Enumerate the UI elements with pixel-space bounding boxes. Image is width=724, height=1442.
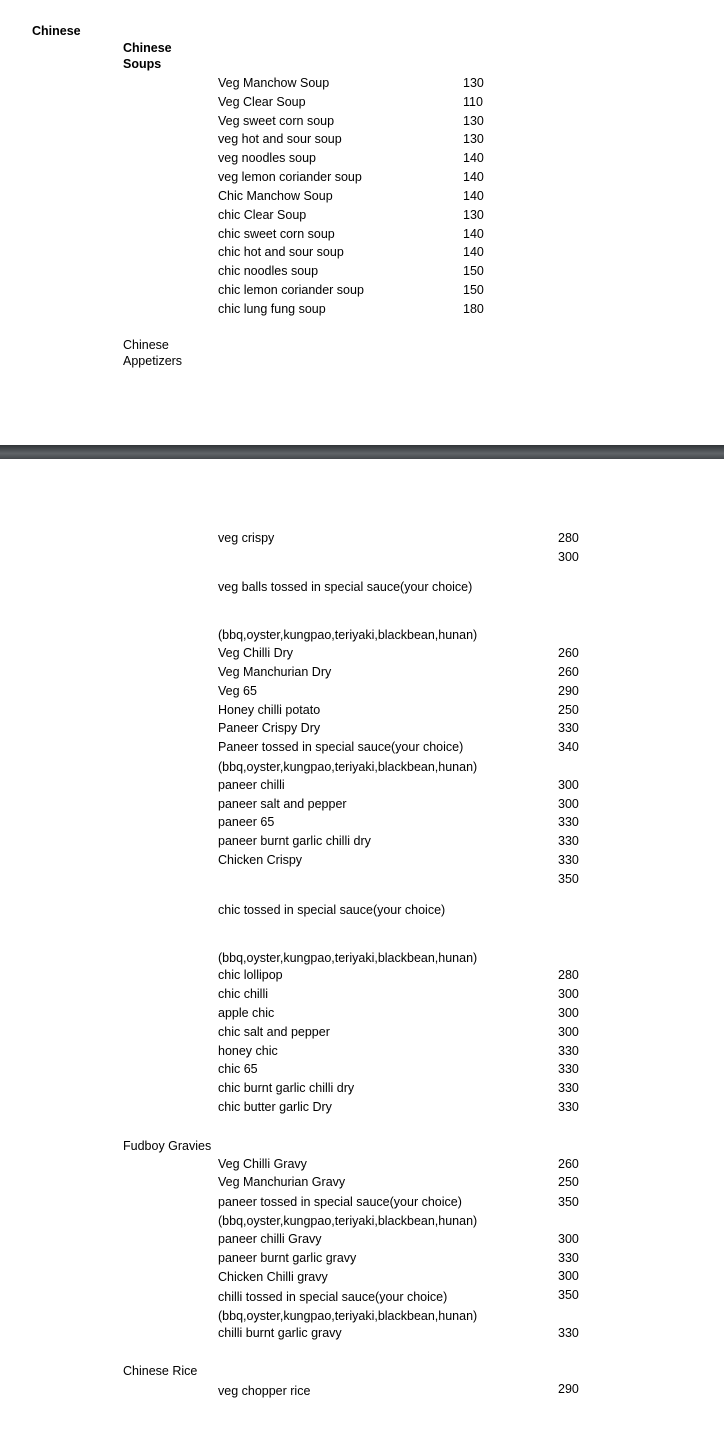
- menu-item-price: 180: [463, 302, 484, 316]
- menu-item-price: 300: [558, 778, 579, 792]
- menu-item-price: 140: [463, 245, 484, 259]
- menu-item-price: 330: [558, 721, 579, 735]
- menu-item-price: 130: [463, 114, 484, 128]
- menu-item-name: paneer burnt garlic gravy: [218, 1251, 357, 1265]
- menu-item-price: 130: [463, 76, 484, 90]
- menu-item-name: chic tossed in special sauce(your choice): [218, 903, 446, 917]
- menu-item-price: 330: [558, 1326, 579, 1340]
- menu-item-price: 350: [558, 872, 579, 886]
- menu-item-name: Veg Manchurian Gravy: [218, 1175, 346, 1189]
- menu-item-name: Veg 65: [218, 684, 257, 698]
- menu-item-name: chilli tossed in special sauce(your choice): [218, 1290, 448, 1304]
- menu-item-price: 140: [463, 151, 484, 165]
- menu-item-price: 280: [558, 531, 579, 545]
- menu-item-name: Veg Manchow Soup: [218, 76, 330, 90]
- menu-item-note: (bbq,oyster,kungpao,teriyaki,blackbean,hunan): [218, 760, 478, 774]
- menu-item-price: 140: [463, 227, 484, 241]
- menu-item-note: (bbq,oyster,kungpao,teriyaki,blackbean,hunan): [218, 1214, 478, 1228]
- menu-item-name: veg hot and sour soup: [218, 132, 342, 146]
- menu-item-name: Veg Chilli Dry: [218, 646, 294, 660]
- menu-item-name: paneer salt and pepper: [218, 797, 347, 811]
- menu-item-price: 250: [558, 703, 579, 717]
- menu-item-name: chic 65: [218, 1062, 258, 1076]
- menu-item-name: veg noodles soup: [218, 151, 316, 165]
- menu-item-price: 130: [463, 132, 484, 146]
- menu-item-name: chic chilli: [218, 987, 269, 1001]
- menu-item-name: paneer burnt garlic chilli dry: [218, 834, 371, 848]
- section-heading-rice: Chinese Rice: [123, 1364, 198, 1378]
- menu-item-name: paneer chilli Gravy: [218, 1232, 322, 1246]
- menu-item-price: 300: [558, 550, 579, 564]
- menu-item-name: paneer tossed in special sauce(your choice): [218, 1195, 462, 1209]
- menu-item-price: 300: [558, 1025, 579, 1039]
- menu-item-name: chic salt and pepper: [218, 1025, 330, 1039]
- category-title: Chinese: [32, 24, 81, 38]
- menu-item-name: apple chic: [218, 1006, 275, 1020]
- menu-item-price: 330: [558, 815, 579, 829]
- menu-item-price: 260: [558, 646, 579, 660]
- section-heading-appetizers-line2: Appetizers: [123, 354, 183, 368]
- menu-item-price: 300: [558, 1006, 579, 1020]
- menu-item-price: 130: [463, 208, 484, 222]
- menu-item-name: veg crispy: [218, 531, 275, 545]
- menu-item-name: veg chopper rice: [218, 1384, 311, 1398]
- menu-item-price: 110: [463, 95, 483, 109]
- menu-item-name: paneer 65: [218, 815, 275, 829]
- menu-item-name: Paneer tossed in special sauce(your choice): [218, 740, 464, 754]
- menu-item-price: 340: [558, 740, 579, 754]
- menu-item-price: 260: [558, 665, 579, 679]
- menu-item-name: paneer chilli: [218, 778, 285, 792]
- menu-item-note: (bbq,oyster,kungpao,teriyaki,blackbean,hunan): [218, 628, 478, 642]
- menu-item-name: chic sweet corn soup: [218, 227, 335, 241]
- menu-item-price: 300: [558, 1232, 579, 1246]
- page-separator: [0, 445, 724, 459]
- menu-item-name: chic lollipop: [218, 968, 283, 982]
- menu-item-name: chic burnt garlic chilli dry: [218, 1081, 355, 1095]
- menu-item-price: 260: [558, 1157, 579, 1171]
- menu-item-name: Paneer Crispy Dry: [218, 721, 321, 735]
- menu-item-name: chic noodles soup: [218, 264, 319, 278]
- menu-item-name: Chicken Chilli gravy: [218, 1270, 328, 1284]
- menu-item-name: veg balls tossed in special sauce(your choice): [218, 580, 473, 594]
- menu-item-name: chic Clear Soup: [218, 208, 307, 222]
- menu-item-name: chic lemon coriander soup: [218, 283, 364, 297]
- menu-item-name: Veg Manchurian Dry: [218, 665, 332, 679]
- menu-item-price: 140: [463, 189, 484, 203]
- menu-item-name: Veg Chilli Gravy: [218, 1157, 307, 1171]
- section-heading-appetizers-line1: Chinese: [123, 338, 169, 352]
- menu-item-price: 150: [463, 264, 484, 278]
- menu-item-name: chic hot and sour soup: [218, 245, 344, 259]
- menu-item-price: 280: [558, 968, 579, 982]
- menu-item-price: 330: [558, 853, 579, 867]
- menu-item-name: Chic Manchow Soup: [218, 189, 333, 203]
- menu-item-price: 290: [558, 684, 579, 698]
- menu-item-name: honey chic: [218, 1044, 278, 1058]
- menu-item-price: 300: [558, 987, 579, 1001]
- menu-item-price: 330: [558, 1081, 579, 1095]
- menu-item-name: veg lemon coriander soup: [218, 170, 362, 184]
- menu-item-price: 330: [558, 1100, 579, 1114]
- menu-item-name: Honey chilli potato: [218, 703, 321, 717]
- section-heading-gravies: Fudboy Gravies: [123, 1139, 212, 1153]
- menu-item-name: chic lung fung soup: [218, 302, 326, 316]
- menu-item-name: Veg Clear Soup: [218, 95, 306, 109]
- menu-item-price: 140: [463, 170, 484, 184]
- menu-item-note: (bbq,oyster,kungpao,teriyaki,blackbean,hunan): [218, 951, 478, 965]
- menu-item-name: chilli burnt garlic gravy: [218, 1326, 342, 1340]
- menu-item-name: Veg sweet corn soup: [218, 114, 335, 128]
- menu-item-price: 350: [558, 1288, 579, 1302]
- menu-item-price: 330: [558, 1062, 579, 1076]
- menu-item-price: 330: [558, 1044, 579, 1058]
- menu-item-note: (bbq,oyster,kungpao,teriyaki,blackbean,hunan): [218, 1309, 478, 1323]
- menu-item-price: 330: [558, 1251, 579, 1265]
- menu-item-price: 300: [558, 797, 579, 811]
- menu-item-name: chic butter garlic Dry: [218, 1100, 332, 1114]
- menu-item-price: 300: [558, 1269, 579, 1283]
- menu-item-price: 250: [558, 1175, 579, 1189]
- section-heading-soups-line2: Soups: [123, 57, 162, 71]
- menu-item-name: Chicken Crispy: [218, 853, 303, 867]
- menu-item-price: 350: [558, 1195, 579, 1209]
- menu-item-price: 330: [558, 834, 579, 848]
- menu-item-price: 290: [558, 1382, 579, 1396]
- section-heading-soups-line1: Chinese: [123, 41, 172, 55]
- menu-item-price: 150: [463, 283, 484, 297]
